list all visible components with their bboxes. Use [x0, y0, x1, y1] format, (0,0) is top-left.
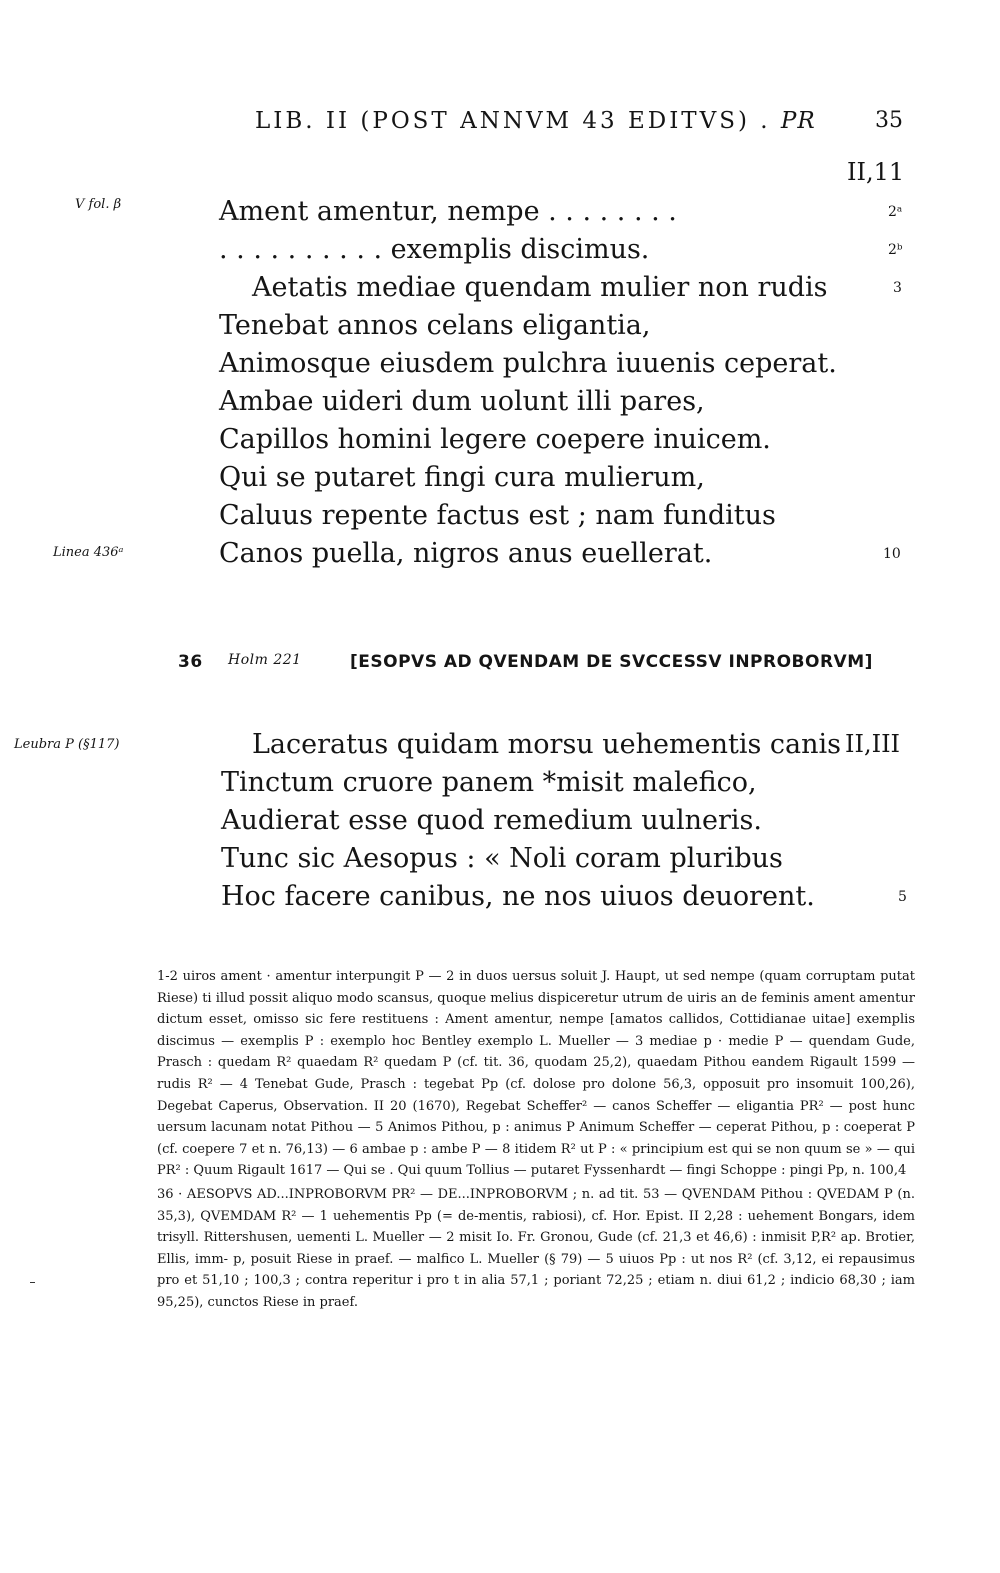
- verse-line: Hoc facere canibus, ne nos uiuos deuorent.: [221, 881, 815, 912]
- verse-line: Canos puella, nigros anus euellerat.: [219, 538, 713, 569]
- page-number: 35: [875, 108, 903, 133]
- margin-note-leubra: Leubra P (§117): [14, 737, 120, 752]
- verse-line: Tinctum cruore panem *misit malefico,: [221, 767, 757, 798]
- margin-note-folio: V fol. β: [75, 197, 122, 212]
- verse-line: Tunc sic Aesopus : « Noli coram pluribus: [221, 843, 783, 874]
- margin-note-linea: Linea 436ᵃ: [53, 545, 124, 560]
- apparatus-fable-36: 36 · AESOPVS AD...INPROBORVM PR² — DE...INPROBORVM ; n. ad tit. 53 — QVENDAM Pithou : QVEDAM P (n. 35,3), QVEMDAM R² — 1 uehementis Pp (= de-mentis, rabiosi), cf. Hor. Epist. II 2,28 : uehement Bongars, idem trisyll. Rittershusen, uementi L. Mueller — 2 misit Io. Fr. Gronou, Gude (cf. 21,3 et 46,6) : inmisit P,R² ap. Brotier, Ellis, imm- p, posuit Riese in praef. — malfico L. Mueller (§ 79) — 5 uiuos Pp : ut nos R² (cf. 3,12, ei repausimus pro et 51,10 ; 100,3 ; contra reperitur i pro t in alia 57,1 ; poriant 72,25 ; etiam n. diui 61,2 ; indicio 68,30 ; iam 95,25), cunctos Riese in praef.: [157, 1186, 915, 1310]
- verse-line: Qui se putaret fingi cura mulierum,: [219, 462, 705, 493]
- verse-line: Aetatis mediae quendam mulier non rudis: [252, 272, 828, 303]
- verse-line: . . . . . . . . . . exemplis discimus.: [219, 234, 650, 265]
- fable-36-title: [ESOPVS AD QVENDAM DE SVCCESSV INPROBORVM]: [350, 652, 873, 672]
- line-number: 10: [883, 546, 901, 562]
- verse-line: Animosque eiusdem pulchra iuuenis ceperat.: [219, 348, 837, 379]
- fable-36-holm: Holm 221: [228, 652, 302, 668]
- verse-line: Tenebat annos celans eligantia,: [219, 310, 651, 341]
- running-header: [255, 108, 816, 134]
- line-number: 2ᵃ: [888, 204, 903, 220]
- verse-line: Ament amentur, nempe . . . . . . . .: [219, 196, 677, 227]
- verse-line: Laceratus quidam morsu uehementis canis: [252, 729, 842, 760]
- verse-line: Capillos homini legere coepere inuicem.: [219, 424, 771, 455]
- apparatus-fable-35: 1-2 uiros ament · amentur interpungit P — 2 in duos uersus soluit J. Haupt, ut sed nempe (quam corruptam putat Riese) ti illud possit aliquo modo scansus, quoque melius dispiceretur utrum de uiris an de feminis ament amentur dictum esset, omisso sic fere restituens : Ament amentur, nempe [amatos callidos, Cottidianae uitae] exemplis discimus — exemplis P : exemplo hoc Bentley exemplo L. Mueller — 3 mediae p · medie P — quendam Gude, Prasch : quedam R² quaedam R² quedam P (cf. tit. 36, quodam 25,2), quaedam Pithou eandem Rigault 1599 — rudis R² — 4 Tenebat Gude, Prasch : tegebat Pp (cf. dolose pro dolone 56,3, opposuit pro insomuit 100,26), Degebat Caperus, Observation. II 20 (1670), Regebat Scheffer² — canos Scheffer — eligantia PR² — post hunc uersum lacunam notat Pithou — 5 Animos Pithou, p : animus P Animum Scheffer — ceperat Pithou, p : coeperat P (cf. coepere 7 et n. 76,13) — 6 ambae p : ambe P — 8 itidem R² ut P : « principium est qui se non quum se » — qui PR² : Quum Rigault 1617 — Qui se . Qui quum Tollius — putaret Fyssenhardt — fingi Schoppe : pingi Pp, n. 100,4: [157, 969, 915, 1179]
- running-title-siglum: PR: [780, 108, 816, 134]
- critical-apparatus: [157, 966, 915, 1314]
- fable-36-reference: II,III: [845, 730, 901, 758]
- line-number: 5: [898, 889, 907, 905]
- verse-line: Audierat esse quod remedium uulneris.: [221, 805, 762, 836]
- fable-35-reference: II,11: [847, 158, 905, 186]
- line-number: 3: [893, 280, 902, 296]
- margin-mark: [30, 1282, 35, 1283]
- running-title: LIB. II (POST ANNVM 43 EDITVS) .: [255, 108, 781, 134]
- verse-line: Caluus repente factus est ; nam funditus: [219, 500, 776, 531]
- verse-line: Ambae uideri dum uolunt illi pares,: [219, 386, 705, 417]
- fable-36-number: 36: [178, 652, 203, 672]
- line-number: 2ᵇ: [888, 242, 903, 258]
